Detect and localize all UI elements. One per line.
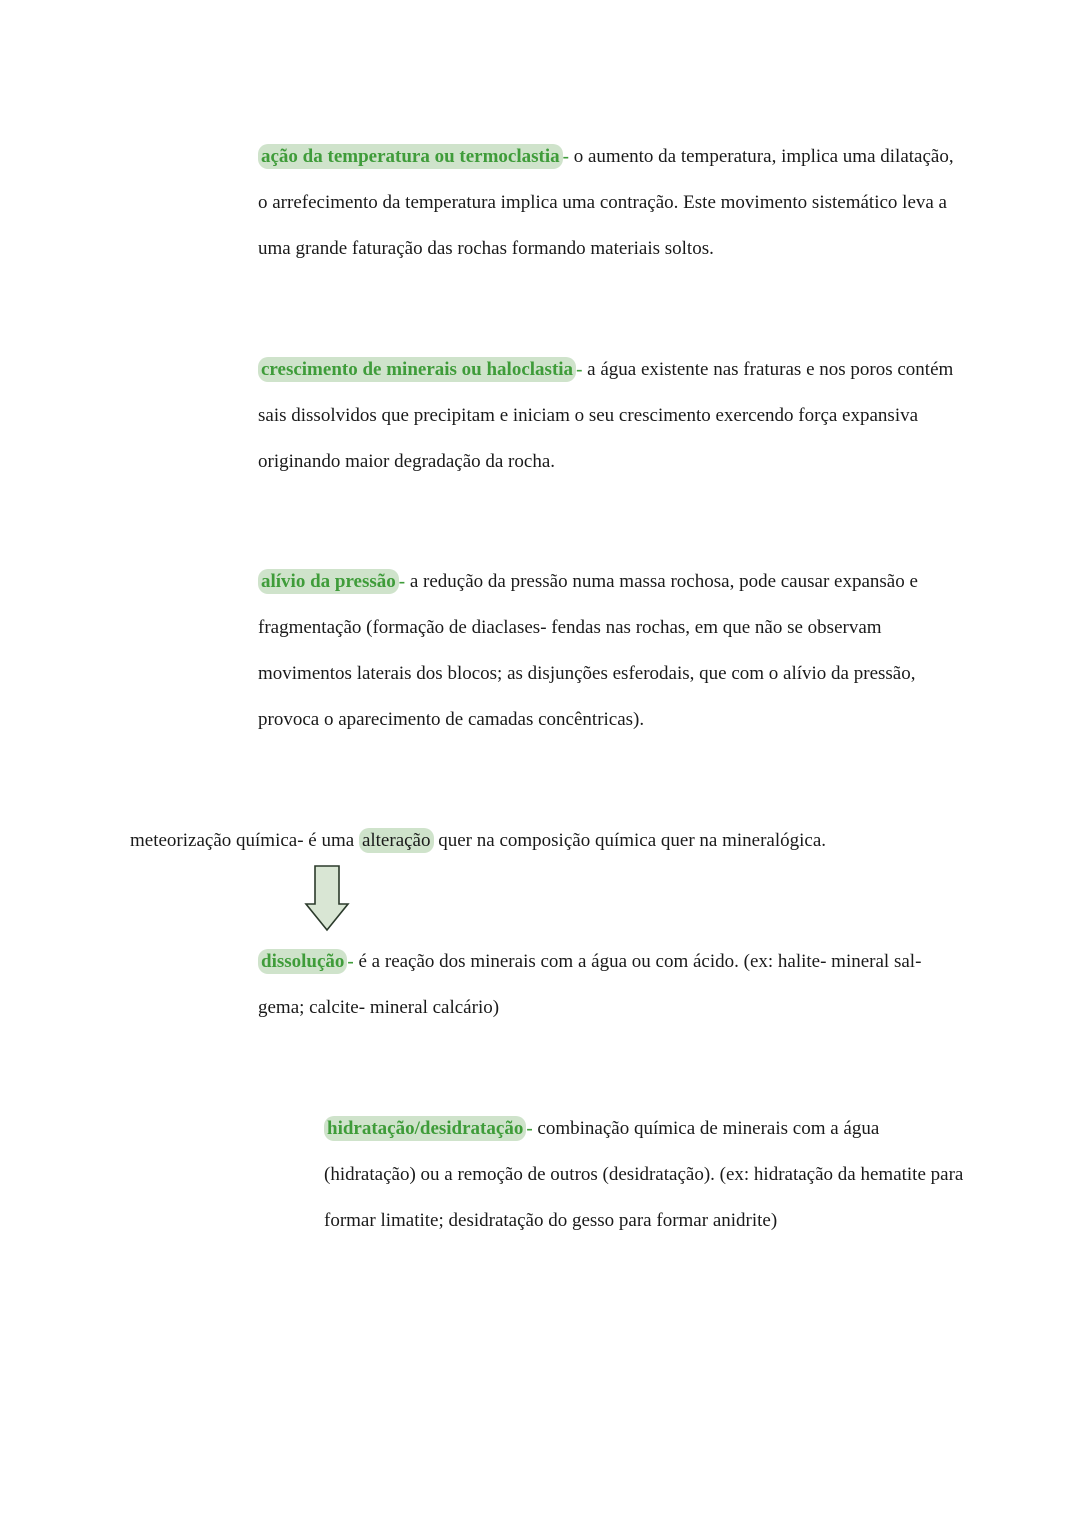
down-arrow-icon [303,864,351,932]
alivio-pressao-text: a redução da pressão numa massa rochosa, pode causar expansão e fragmentação (formação de diaclases- fendas nas rochas, em que não se observam movimentos laterais dos blocos; as disjunções esferodais, que com o alívio da pressão, provoca o aparecimento de camadas concêntricas). [258,571,918,730]
alteracao-highlight: alteração [359,828,434,853]
hidratacao-term: hidratação/desidratação [324,1116,526,1141]
dissolucao-text: é a reação dos minerais com a água ou com ácido. (ex: halite- mineral sal-gema; calcite- mineral calcário) [258,951,922,1018]
termoclastia-paragraph [258,134,958,272]
term-dash: - [398,571,406,592]
haloclastia-text: a água existente nas fraturas e nos poros contém sais dissolvidos que precipitam e iniciam o seu crescimento exercendo força expansiva originando maior degradação da rocha. [258,359,954,472]
hidratacao-text: combinação química de minerais com a água (hidratação) ou a remoção de outros (desidratação). (ex: hidratação da hematite para formar limatite; desidratação do gesso para formar anidrite) [324,1118,964,1231]
haloclastia-term: crescimento de minerais ou haloclastia [258,357,576,382]
termoclastia-text: o aumento da temperatura, implica uma dilatação, o arrefecimento da temperatura implica uma contração. Este movimento sistemático leva a uma grande faturação das rochas formando materiais soltos. [258,146,954,259]
term-dash: - [562,146,569,167]
term-dash: - [347,951,354,972]
hidratacao-paragraph [324,1106,964,1244]
term-dash: - [526,1118,533,1139]
termoclastia-term: ação da temperatura ou termoclastia [258,144,563,169]
meteorizacao-quimica-text-after: quer na composição química quer na mineralógica. [433,830,827,851]
haloclastia-paragraph [258,347,958,485]
dissolucao-paragraph [258,939,958,1031]
term-dash: - [576,359,583,380]
meteorizacao-quimica-text-before: meteorização química- é uma [130,830,359,851]
meteorizacao-quimica-paragraph [130,818,1030,864]
dissolucao-term: dissolução [258,949,347,974]
alivio-pressao-paragraph [258,559,970,743]
alivio-pressao-term: alívio da pressão [258,569,399,594]
